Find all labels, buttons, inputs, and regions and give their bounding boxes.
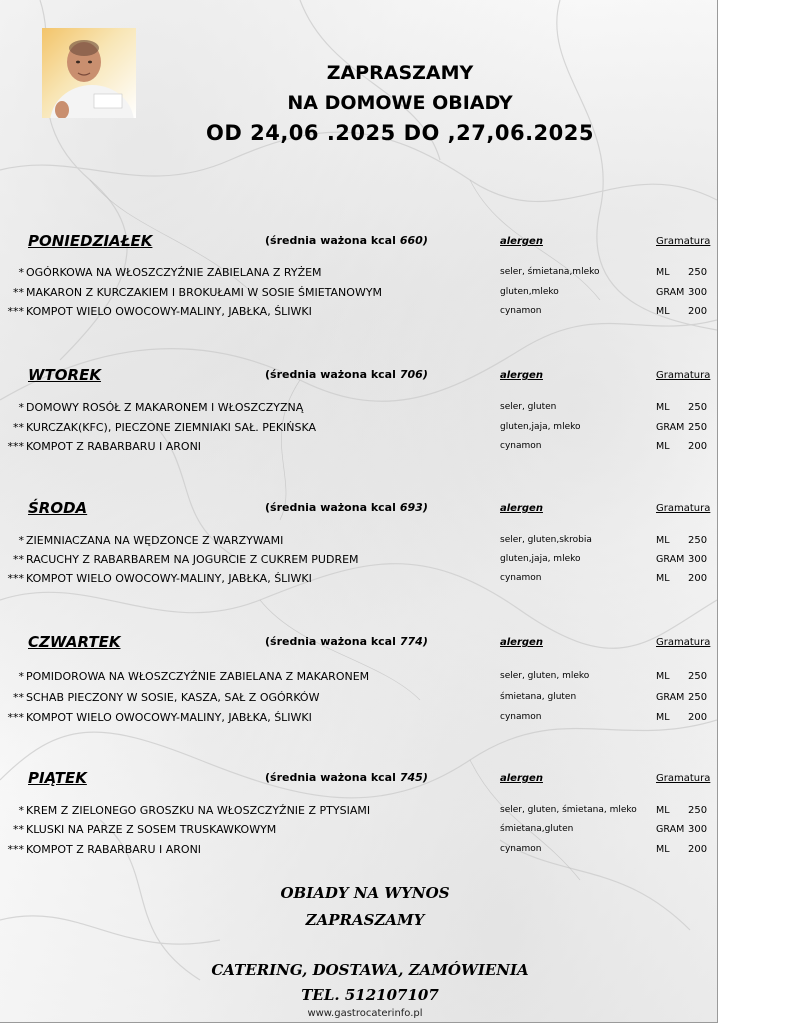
day-header-thursday: [0, 633, 717, 653]
kcal-label: (średnia ważona kcal: [265, 635, 396, 648]
unit: ML: [656, 712, 670, 723]
unit: GRAM: [656, 554, 685, 565]
quantity: 250: [688, 402, 708, 413]
course-marker: *: [18, 804, 24, 817]
day-name: PONIEDZIAŁEK: [28, 232, 153, 250]
kcal-value: 693): [399, 501, 428, 514]
menu-title: [140, 58, 660, 148]
menu-item: [0, 823, 717, 839]
footer-services: CATERING, DOSTAWA, ZAMÓWIENIA: [211, 961, 529, 979]
course-marker: ***: [7, 843, 24, 856]
menu-item: [0, 804, 717, 820]
allergen-header: alergen: [500, 236, 543, 247]
quantity: 200: [688, 306, 708, 317]
weight-header: Gramatura: [656, 503, 711, 514]
kcal-info: [265, 368, 428, 381]
kcal-value: 706): [399, 368, 428, 381]
unit: ML: [656, 844, 670, 855]
dish-name: DOMOWY ROSÓŁ Z MAKARONEM I WŁOSZCZYZNĄ: [26, 401, 304, 414]
allergens: cynamon: [500, 712, 542, 722]
kcal-label: (średnia ważona kcal: [265, 771, 396, 784]
allergens: gluten,jaja, mleko: [500, 422, 581, 432]
dish-name: OGÓRKOWA NA WŁOSZCZYŹNIE ZABIELANA Z RYŻEM: [26, 266, 322, 279]
kcal-value: 774): [399, 635, 428, 648]
menu-item: [0, 572, 717, 588]
quantity: 250: [688, 535, 708, 546]
course-marker: ***: [7, 440, 24, 453]
menu-item: [0, 691, 717, 707]
kcal-label: (średnia ważona kcal: [265, 501, 396, 514]
allergens: cynamon: [500, 441, 542, 451]
dish-name: KOMPOT WIELO OWOCOWY-MALINY, JABŁKA, ŚLIWKI: [26, 711, 312, 724]
quantity: 250: [688, 422, 708, 433]
day-header-friday: [0, 769, 717, 789]
course-marker: **: [13, 823, 24, 836]
website-link[interactable]: www.gastrocaterinfo.pl: [307, 1008, 423, 1019]
takeaway-note: [200, 880, 530, 934]
course-marker: *: [18, 266, 24, 279]
kcal-info: [265, 635, 428, 648]
day-header-wednesday: [0, 499, 717, 519]
quantity: 250: [688, 671, 708, 682]
course-marker: *: [18, 670, 24, 683]
quantity: 200: [688, 441, 708, 452]
day-name: PIĄTEK: [28, 769, 87, 787]
quantity: 250: [688, 692, 708, 703]
dish-name: KURCZAK(KFC), PIECZONE ZIEMNIAKI SAŁ. PEKIŃSKA: [26, 421, 317, 434]
course-marker: ***: [7, 711, 24, 724]
kcal-info: [265, 501, 428, 514]
unit: GRAM: [656, 422, 685, 433]
kcal-info: [265, 771, 428, 784]
menu-item: [0, 711, 717, 727]
chef-photo: [42, 28, 136, 118]
dish-name: KLUSKI NA PARZE Z SOSEM TRUSKAWKOWYM: [26, 823, 277, 836]
unit: GRAM: [656, 692, 685, 703]
unit: ML: [656, 573, 670, 584]
dish-name: RACUCHY Z RABARBAREM NA JOGURCIE Z CUKREM PUDREM: [26, 553, 359, 566]
course-marker: **: [13, 691, 24, 704]
day-header-tuesday: [0, 366, 717, 386]
dish-name: KOMPOT Z RABARBARU I ARONI: [26, 440, 202, 453]
weight-header: Gramatura: [656, 236, 711, 247]
allergens: cynamon: [500, 844, 542, 854]
dish-name: MAKARON Z KURCZAKIEM I BROKUŁAMI W SOSIE ŚMIETANOWYM: [26, 286, 383, 299]
course-marker: ***: [7, 305, 24, 318]
menu-item: [0, 401, 717, 417]
quantity: 300: [688, 554, 708, 565]
footer-line-1: OBIADY NA WYNOS: [280, 884, 450, 902]
allergens: śmietana, gluten: [500, 692, 577, 702]
menu-item: [0, 286, 717, 302]
kcal-label: (średnia ważona kcal: [265, 234, 396, 247]
menu-item: [0, 553, 717, 569]
menu-item: [0, 266, 717, 282]
menu-item: [0, 843, 717, 859]
course-marker: *: [18, 401, 24, 414]
weight-header: Gramatura: [656, 773, 711, 784]
contact-info: [170, 958, 570, 1008]
unit: ML: [656, 535, 670, 546]
unit: ML: [656, 267, 670, 278]
allergens: seler, gluten: [500, 402, 557, 412]
day-header-monday: [0, 232, 717, 252]
unit: ML: [656, 671, 670, 682]
unit: ML: [656, 306, 670, 317]
quantity: 300: [688, 824, 708, 835]
footer-phone: TEL. 512107107: [301, 986, 439, 1004]
quantity: 200: [688, 844, 708, 855]
kcal-info: [265, 234, 428, 247]
allergens: seler, gluten, mleko: [500, 671, 590, 681]
dish-name: KREM Z ZIELONEGO GROSZKU NA WŁOSZCZYŹNIE Z PTYSIAMI: [26, 804, 371, 817]
kcal-label: (średnia ważona kcal: [265, 368, 396, 381]
quantity: 200: [688, 712, 708, 723]
menu-item: [0, 305, 717, 321]
quantity: 300: [688, 287, 708, 298]
title-line-2: NA DOMOWE OBIADY: [287, 92, 513, 114]
allergens: cynamon: [500, 573, 542, 583]
dish-name: KOMPOT Z RABARBARU I ARONI: [26, 843, 202, 856]
allergen-header: alergen: [500, 503, 543, 514]
menu-item: [0, 440, 717, 456]
unit: ML: [656, 805, 670, 816]
footer-line-2: ZAPRASZAMY: [305, 911, 425, 929]
allergen-header: alergen: [500, 637, 543, 648]
menu-item: [0, 534, 717, 550]
dish-name: SCHAB PIECZONY W SOSIE, KASZA, SAŁ Z OGÓRKÓW: [26, 691, 320, 704]
menu-item: [0, 421, 717, 437]
course-marker: **: [13, 421, 24, 434]
day-name: CZWARTEK: [28, 633, 121, 651]
allergens: gluten,jaja, mleko: [500, 554, 581, 564]
allergen-header: alergen: [500, 370, 543, 381]
allergens: seler, gluten, śmietana, mleko: [500, 805, 637, 815]
course-marker: **: [13, 286, 24, 299]
allergen-header: alergen: [500, 773, 543, 784]
day-name: WTOREK: [28, 366, 101, 384]
weight-header: Gramatura: [656, 637, 711, 648]
course-marker: **: [13, 553, 24, 566]
dish-name: KOMPOT WIELO OWOCOWY-MALINY, JABŁKA, ŚLIWKI: [26, 305, 312, 318]
allergens: seler, śmietana,mleko: [500, 267, 600, 277]
allergens: cynamon: [500, 306, 542, 316]
allergens: gluten,mleko: [500, 287, 559, 297]
weight-header: Gramatura: [656, 370, 711, 381]
allergens: śmietana,gluten: [500, 824, 574, 834]
title-date-range: OD 24,06 .2025 DO ,27,06.2025: [206, 121, 594, 145]
dish-name: ZIEMNIACZANA NA WĘDZONCE Z WARZYWAMI: [26, 534, 284, 547]
title-line-1: ZAPRASZAMY: [326, 62, 474, 84]
unit: GRAM: [656, 287, 685, 298]
unit: GRAM: [656, 824, 685, 835]
unit: ML: [656, 441, 670, 452]
unit: ML: [656, 402, 670, 413]
course-marker: ***: [7, 572, 24, 585]
quantity: 250: [688, 805, 708, 816]
dish-name: POMIDOROWA NA WŁOSZCZYŹNIE ZABIELANA Z MAKARONEM: [26, 670, 370, 683]
kcal-value: 660): [399, 234, 428, 247]
quantity: 200: [688, 573, 708, 584]
menu-item: [0, 670, 717, 686]
course-marker: *: [18, 534, 24, 547]
day-name: ŚRODA: [28, 499, 88, 517]
quantity: 250: [688, 267, 708, 278]
dish-name: KOMPOT WIELO OWOCOWY-MALINY, JABŁKA, ŚLIWKI: [26, 572, 312, 585]
kcal-value: 745): [399, 771, 428, 784]
allergens: seler, gluten,skrobia: [500, 535, 592, 545]
